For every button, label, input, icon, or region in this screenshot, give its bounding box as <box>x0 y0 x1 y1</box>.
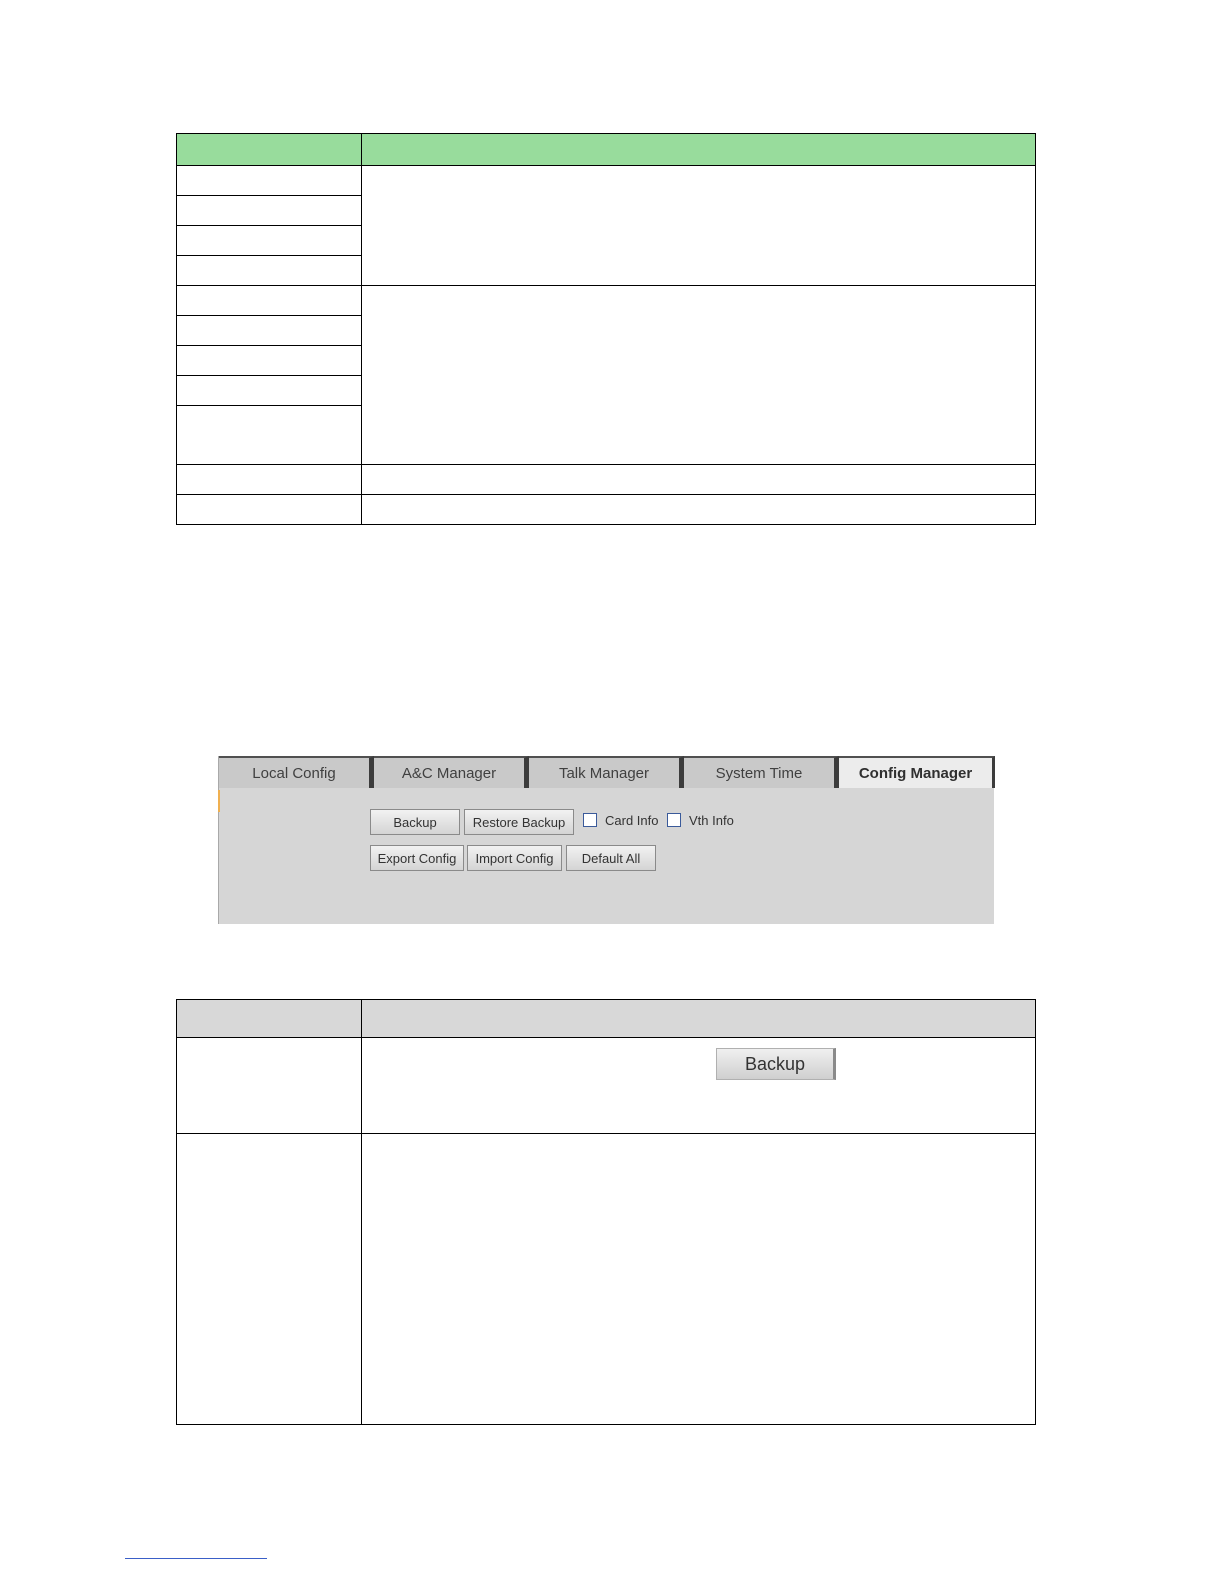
tab-talk-manager[interactable]: Talk Manager <box>529 756 684 788</box>
vth-info-checkbox[interactable] <box>667 813 681 827</box>
restore-backup-button[interactable]: Restore Backup <box>464 809 574 835</box>
table1-row <box>177 256 362 286</box>
tab-bar <box>219 756 995 788</box>
table1-row <box>177 226 362 256</box>
table1-row <box>177 495 362 525</box>
default-all-button[interactable]: Default All <box>566 845 656 871</box>
focus-marker <box>218 790 220 812</box>
table1-row <box>177 286 362 316</box>
table1-header-parameter <box>177 134 362 166</box>
footnote-link-underline[interactable] <box>125 1558 267 1559</box>
table2-row <box>177 1134 362 1425</box>
table2-row <box>177 1038 362 1134</box>
table1-merged-cell <box>362 166 1036 286</box>
tab-ac-manager[interactable]: A&C Manager <box>374 756 529 788</box>
backup-button[interactable]: Backup <box>370 809 460 835</box>
table2-cell <box>362 1038 1036 1134</box>
parameter-table-2 <box>176 999 1036 1425</box>
import-config-button[interactable]: Import Config <box>467 845 562 871</box>
table1-row <box>177 465 362 495</box>
config-manager-panel <box>218 756 994 924</box>
table1-row <box>177 346 362 376</box>
tab-system-time[interactable]: System Time <box>684 756 839 788</box>
parameter-table-1 <box>176 133 1036 525</box>
table1-row <box>177 196 362 226</box>
table1-row <box>177 316 362 346</box>
card-info-checkbox[interactable] <box>583 813 597 827</box>
vth-info-label: Vth Info <box>689 813 734 828</box>
table1-row <box>177 406 362 465</box>
export-config-button[interactable]: Export Config <box>370 845 464 871</box>
table1-cell <box>362 495 1036 525</box>
table1-row <box>177 166 362 196</box>
table1-merged-cell <box>362 286 1036 465</box>
table2-cell <box>362 1134 1036 1425</box>
tab-config-manager[interactable]: Config Manager <box>839 756 995 788</box>
inline-backup-button: Backup <box>716 1048 836 1080</box>
card-info-label: Card Info <box>605 813 659 828</box>
table2-header-note <box>362 1000 1036 1038</box>
table1-cell <box>362 465 1036 495</box>
table1-header-note <box>362 134 1036 166</box>
tab-local-config[interactable]: Local Config <box>219 756 374 788</box>
table2-header-parameter <box>177 1000 362 1038</box>
table1-row <box>177 376 362 406</box>
